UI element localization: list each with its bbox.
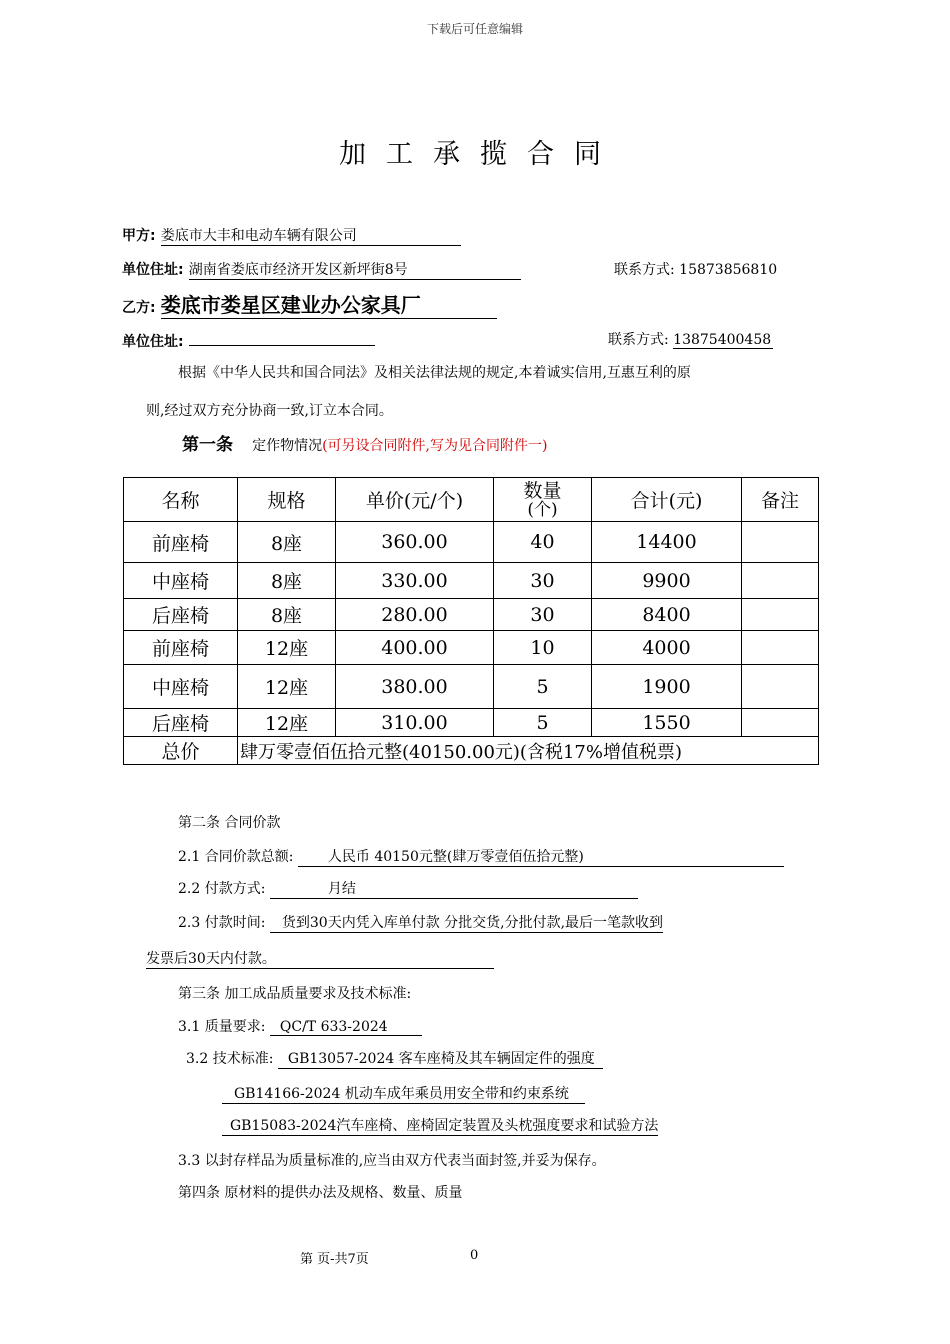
cell-spec: 8座: [238, 599, 336, 631]
article3-item2: [186, 1048, 603, 1069]
party-a-address-line: [122, 259, 521, 280]
cell-remark: [742, 665, 819, 709]
article2-item3-value: 货到30天内凭入库单付款 分批交货,分批付款,最后一笔款收到: [270, 912, 663, 933]
header-spec: 规格: [238, 478, 336, 522]
cell-price: 330.00: [336, 563, 494, 599]
article1-heading: [182, 430, 547, 455]
party-b-name: 娄底市娄星区建业办公家具厂: [161, 289, 497, 319]
table-row: [124, 631, 819, 665]
article2-item3: [178, 912, 663, 933]
article3-title: 第三条 加工成品质量要求及技术标准:: [178, 986, 412, 1002]
article3-item1-value: QC/T 633-2024: [270, 1019, 422, 1036]
article2-item2-value: 月结: [270, 878, 638, 899]
cell-qty: 5: [494, 709, 592, 737]
cell-price: 380.00: [336, 665, 494, 709]
table-header-row: [124, 478, 819, 522]
party-b-address-line: [122, 329, 375, 351]
header-qty-line2: (个): [527, 499, 558, 520]
contract-title: 加工承揽合同: [339, 139, 621, 170]
cell-total: 4000: [592, 631, 742, 665]
cell-name: 中座椅: [124, 665, 238, 709]
header-note: 下载后可任意编辑: [426, 22, 523, 36]
cell-name: 后座椅: [124, 709, 238, 737]
header-price: 单价(元/个): [336, 478, 494, 522]
article2-item3-cont: 发票后30天内付款。: [146, 948, 494, 969]
cell-total: 8400: [592, 599, 742, 631]
table-row: [124, 665, 819, 709]
party-b-contact-label: 联系方式:: [608, 332, 669, 348]
cell-remark: [742, 631, 819, 665]
cell-remark: [742, 599, 819, 631]
article2-item2: [178, 878, 638, 899]
total-value: 肆万零壹佰伍拾元整(40150.00元)(含税17%增值税票): [238, 737, 819, 765]
footer-number: 0: [470, 1248, 479, 1263]
table-row: [124, 563, 819, 599]
table-row: [124, 522, 819, 563]
article2-item1-value: 人民币 40150元整(肆万零壹佰伍拾元整): [298, 846, 784, 867]
cell-spec: 8座: [238, 522, 336, 563]
header-total: 合计(元): [592, 478, 742, 522]
cell-remark: [742, 522, 819, 563]
party-b-contact: 13875400458: [673, 332, 773, 349]
table-row: [124, 709, 819, 737]
article3-std3-wrap: [222, 1115, 658, 1136]
party-b-line: [122, 289, 497, 319]
party-a-contact: 15873856810: [679, 262, 778, 278]
cell-name: 后座椅: [124, 599, 238, 631]
article2-item1-label: 2.1 合同价款总额:: [178, 849, 294, 865]
article4-title: 第四条 原材料的提供办法及规格、数量、质量: [178, 1185, 463, 1201]
article3-item3: 3.3 以封存样品为质量标准的,应当由双方代表当面封签,并妥为保存。: [178, 1153, 606, 1169]
party-b-address: [189, 329, 375, 346]
party-b-label: 乙方:: [122, 300, 156, 316]
article2-item3-label: 2.3 付款时间:: [178, 915, 266, 931]
article3-std1: GB13057-2024 客车座椅及其车辆固定件的强度: [278, 1048, 603, 1069]
header-name: 名称: [124, 478, 238, 522]
goods-table: [123, 477, 819, 765]
party-a-contact-label: 联系方式:: [614, 262, 675, 278]
header-remark: 备注: [742, 478, 819, 522]
article2-title: 第二条 合同价款: [178, 815, 281, 831]
cell-price: 310.00: [336, 709, 494, 737]
cell-qty: 40: [494, 522, 592, 563]
party-b-address-label: 单位住址:: [122, 334, 184, 350]
header-qty-line1: 数量: [523, 479, 562, 502]
article2-item1: [178, 846, 784, 867]
cell-total: 1900: [592, 665, 742, 709]
cell-price: 360.00: [336, 522, 494, 563]
article3-std3: GB15083-2024汽车座椅、座椅固定装置及头枕强度要求和试验方法: [222, 1115, 658, 1136]
cell-price: 280.00: [336, 599, 494, 631]
article2-item2-label: 2.2 付款方式:: [178, 881, 266, 897]
article3-std2-wrap: [222, 1083, 585, 1104]
article2-item3-cont-wrap: [146, 948, 494, 969]
cell-spec: 12座: [238, 665, 336, 709]
cell-spec: 12座: [238, 631, 336, 665]
cell-qty: 30: [494, 599, 592, 631]
cell-name: 前座椅: [124, 522, 238, 563]
article3-item1-label: 3.1 质量要求:: [178, 1019, 266, 1035]
total-label: 总价: [124, 737, 238, 765]
header-qty: [494, 478, 592, 522]
footer-pages: 第 页-共7页: [300, 1252, 369, 1267]
cell-total: 14400: [592, 522, 742, 563]
cell-name: 中座椅: [124, 563, 238, 599]
preamble-line2: 则,经过双方充分协商一致,订立本合同。: [146, 403, 393, 419]
cell-total: 9900: [592, 563, 742, 599]
cell-qty: 5: [494, 665, 592, 709]
table-total-row: [124, 737, 819, 765]
article1-note: (可另设合同附件,写为见合同附件一): [322, 438, 548, 454]
cell-qty: 10: [494, 631, 592, 665]
cell-spec: 8座: [238, 563, 336, 599]
party-a-address: 湖南省娄底市经济开发区新坪街8号: [189, 259, 521, 280]
cell-spec: 12座: [238, 709, 336, 737]
article3-item1: [178, 1016, 422, 1036]
party-a-name: 娄底市大丰和电动车辆有限公司: [161, 225, 461, 246]
preamble-line1: 根据《中华人民共和国合同法》及相关法律法规的规定,本着诚实信用,互惠互利的原: [178, 365, 691, 381]
party-a-label: 甲方:: [122, 228, 156, 244]
cell-name: 前座椅: [124, 631, 238, 665]
cell-remark: [742, 563, 819, 599]
article3-std2: GB14166-2024 机动车成年乘员用安全带和约束系统: [222, 1083, 585, 1104]
party-a-line: [122, 225, 461, 246]
party-b-contact-line: [608, 329, 773, 349]
article1-label: 第一条: [182, 435, 233, 455]
article3-item2-label: 3.2 技术标准:: [186, 1051, 274, 1067]
cell-qty: 30: [494, 563, 592, 599]
party-a-contact-line: [614, 259, 777, 279]
cell-price: 400.00: [336, 631, 494, 665]
article1-text: 定作物情况: [252, 438, 323, 454]
cell-remark: [742, 709, 819, 737]
table-row: [124, 599, 819, 631]
party-a-address-label: 单位住址:: [122, 262, 184, 278]
cell-total: 1550: [592, 709, 742, 737]
